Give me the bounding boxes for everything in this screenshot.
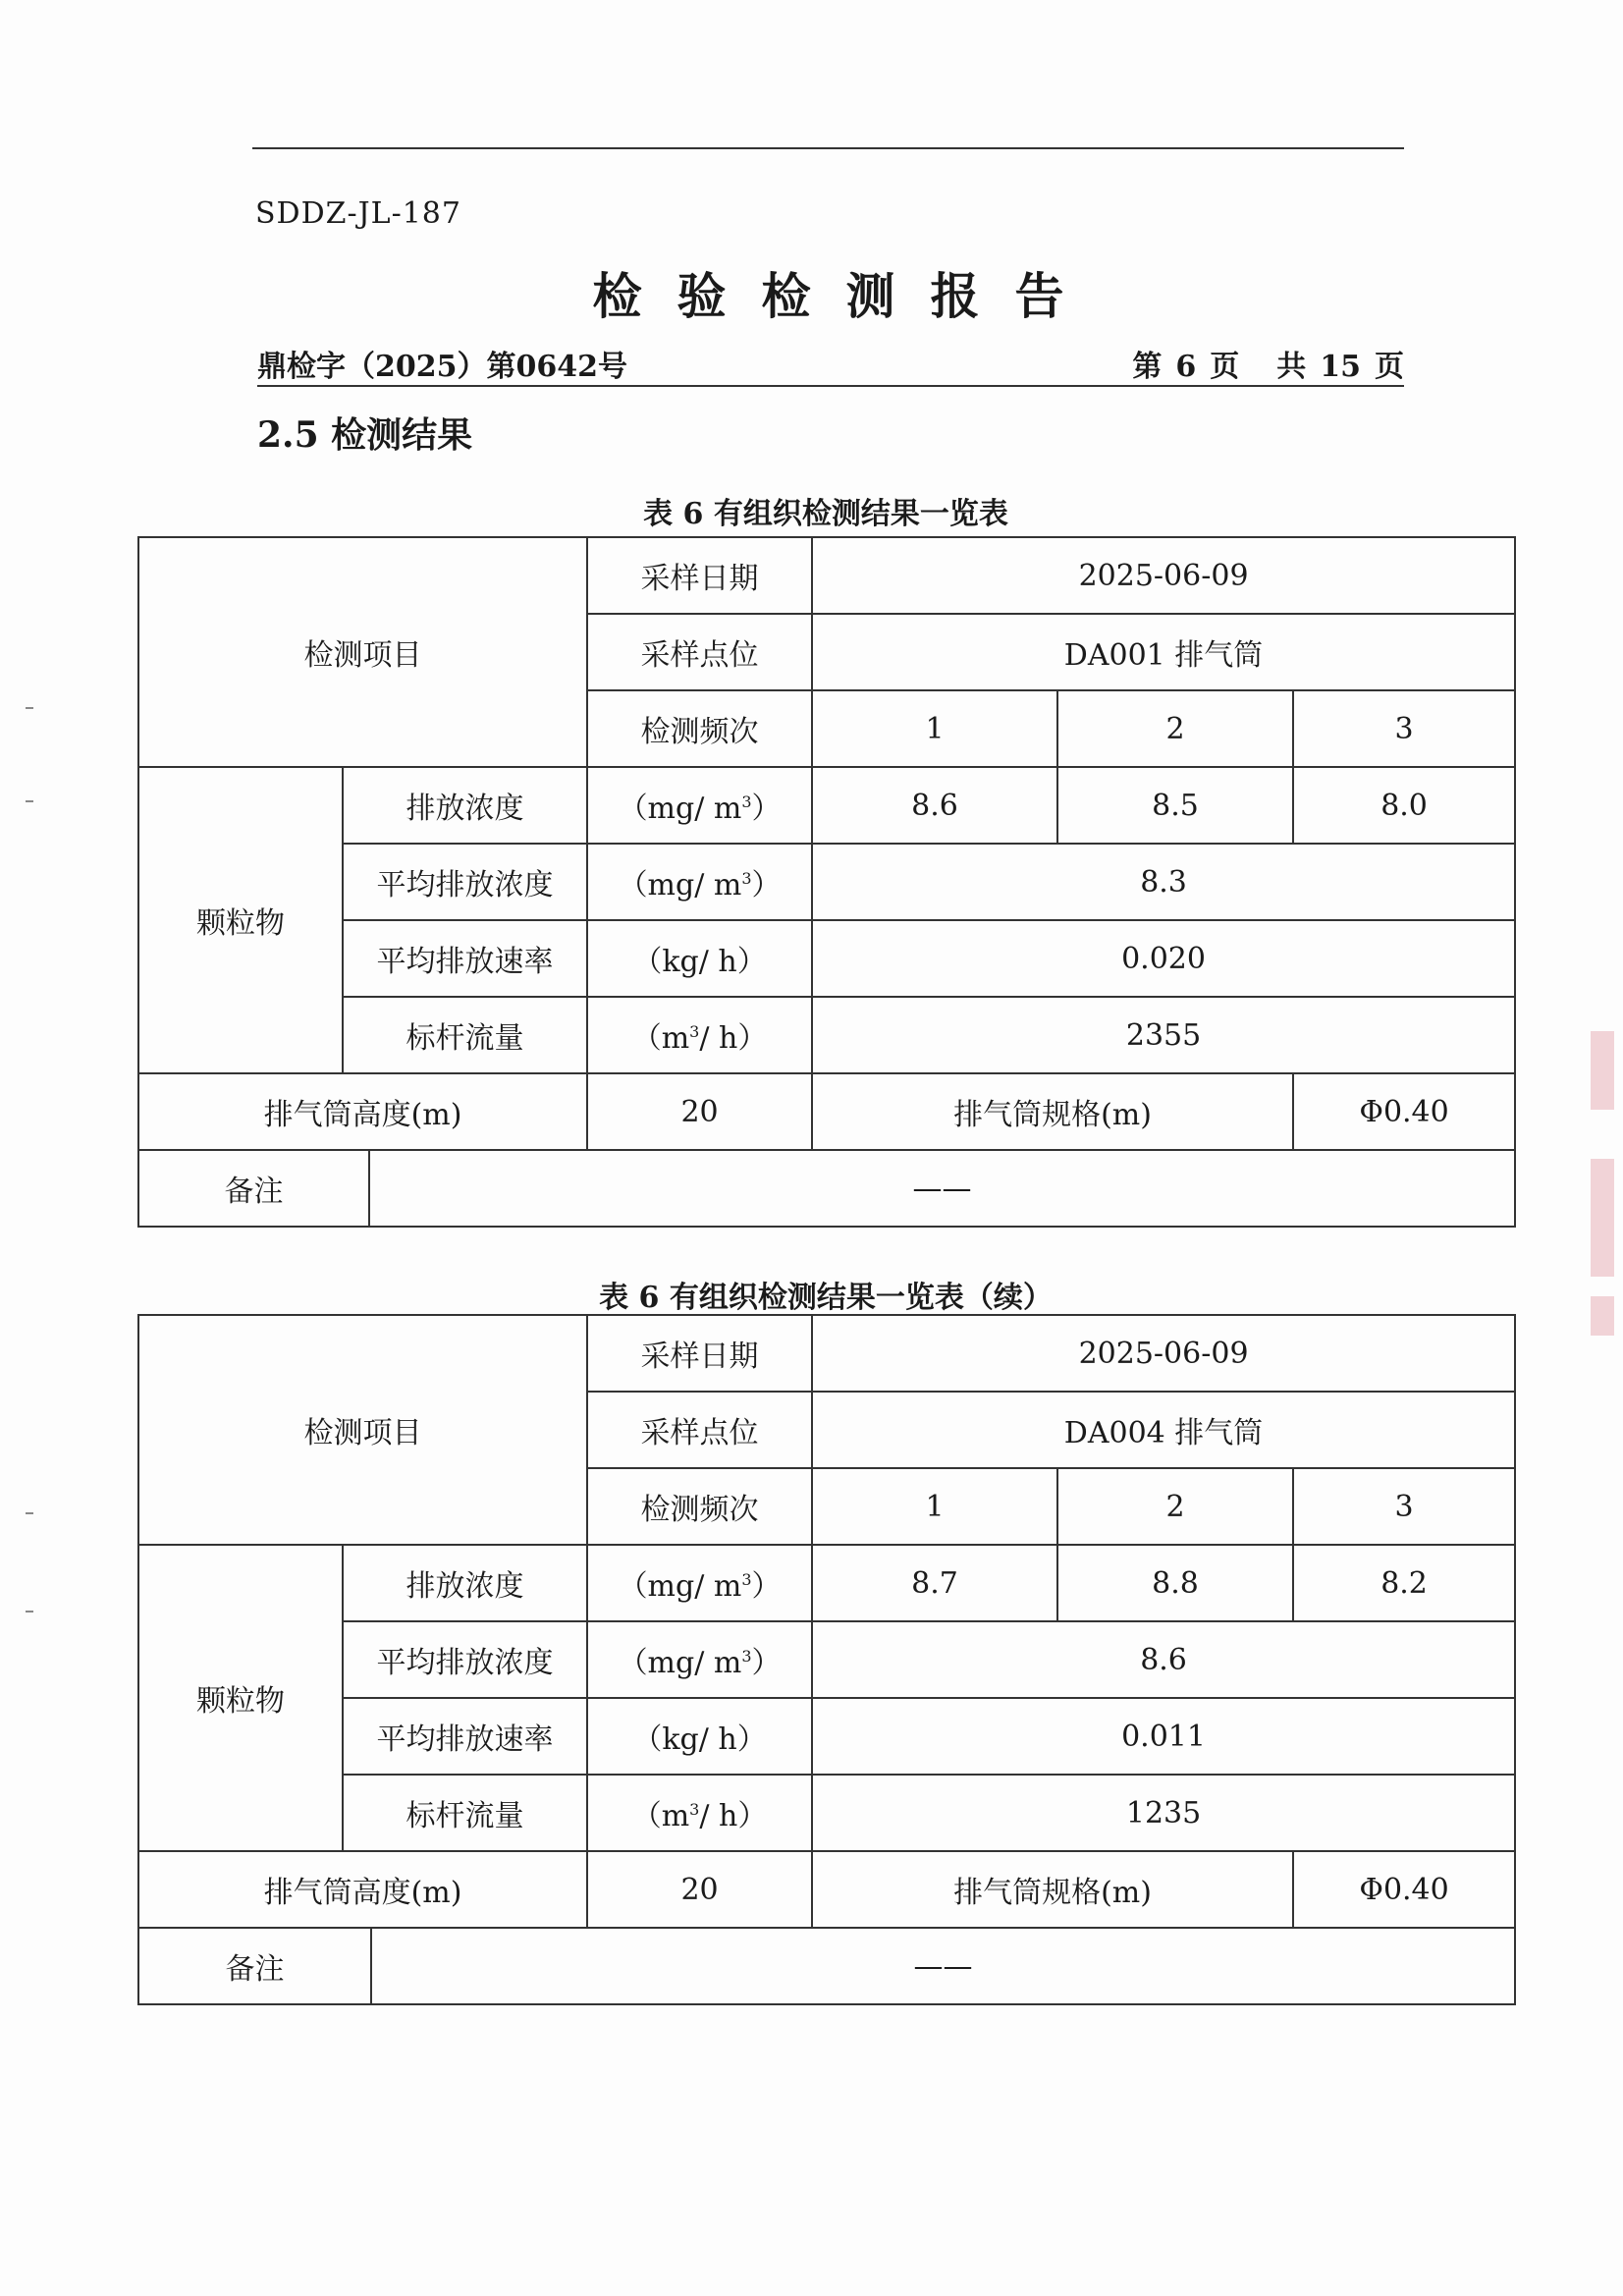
seal-fragment bbox=[1591, 1031, 1614, 1110]
freq-label: 检测频次 bbox=[587, 690, 812, 767]
flow-unit: （$m^3/$ h） bbox=[587, 997, 812, 1073]
freq-1: 1 bbox=[812, 690, 1057, 767]
date-label: 采样日期 bbox=[587, 537, 812, 614]
emission-value-3: 8.2 bbox=[1293, 1545, 1515, 1621]
avg-conc-label: 平均排放浓度 bbox=[343, 1621, 587, 1698]
emission-value-1: 8.7 bbox=[812, 1545, 1057, 1621]
flow-value: 1235 bbox=[812, 1775, 1515, 1851]
pollutant-name: 颗粒物 bbox=[138, 1545, 343, 1851]
date-value: 2025-06-09 bbox=[812, 537, 1515, 614]
remark-label: 备注 bbox=[138, 1150, 369, 1227]
seal-fragment bbox=[1591, 1296, 1614, 1336]
top-rule bbox=[252, 147, 1404, 149]
pollutant-name: 颗粒物 bbox=[138, 767, 343, 1073]
freq-1: 1 bbox=[812, 1468, 1057, 1545]
freq-2: 2 bbox=[1057, 1468, 1293, 1545]
spec-value: Φ0.40 bbox=[1293, 1851, 1515, 1928]
spec-label: 排气筒规格(m) bbox=[812, 1073, 1293, 1150]
table-row bbox=[138, 1315, 1515, 1392]
flow-unit: （$m^3/$ h） bbox=[587, 1775, 812, 1851]
avg-rate-value: 0.011 bbox=[812, 1698, 1515, 1775]
table-row bbox=[138, 1698, 1515, 1775]
freq-3: 3 bbox=[1293, 1468, 1515, 1545]
table-row bbox=[138, 1928, 1515, 2004]
report-title: 检验检测报告 bbox=[592, 267, 1100, 325]
seal-fragment bbox=[1591, 1159, 1614, 1277]
doc-code: SDDZ-JL-187 bbox=[255, 196, 461, 231]
emission-label: 排放浓度 bbox=[343, 1545, 587, 1621]
emission-value-1: 8.6 bbox=[812, 767, 1057, 844]
remark-value: —— bbox=[369, 1150, 1515, 1227]
avg-rate-label: 平均排放速率 bbox=[343, 1698, 587, 1775]
point-value: DA004 排气筒 bbox=[812, 1392, 1515, 1468]
emission-unit: （mg/ $m^3$） bbox=[587, 767, 812, 844]
reference-row bbox=[257, 342, 1404, 387]
date-value: 2025-06-09 bbox=[812, 1315, 1515, 1392]
table-1-caption: 表 6 有组织检测结果一览表 bbox=[643, 497, 1008, 531]
table-row bbox=[138, 1545, 1515, 1621]
page-current: 6 bbox=[1175, 350, 1197, 384]
height-label: 排气筒高度(m) bbox=[138, 1073, 587, 1150]
section-title: 2.5 检测结果 bbox=[257, 414, 473, 456]
page-total-suffix: 页 bbox=[1375, 350, 1404, 384]
margin-tick bbox=[26, 707, 33, 709]
flow-value: 2355 bbox=[812, 997, 1515, 1073]
emission-unit: （mg/ $m^3$） bbox=[587, 1545, 812, 1621]
emission-value-2: 8.5 bbox=[1057, 767, 1293, 844]
page-total-prefix: 共 bbox=[1276, 350, 1307, 384]
margin-tick bbox=[26, 1512, 33, 1514]
page-mid: 页 bbox=[1210, 350, 1240, 384]
table-row bbox=[138, 1621, 1515, 1698]
results-table-1 bbox=[137, 536, 1516, 1228]
remark-value: —— bbox=[371, 1928, 1515, 2004]
results-table-2 bbox=[137, 1314, 1516, 2005]
table-row bbox=[138, 1073, 1515, 1150]
avg-rate-unit: （kg/ h） bbox=[587, 1698, 812, 1775]
point-label: 采样点位 bbox=[587, 614, 812, 690]
avg-conc-unit: （mg/ $m^3$） bbox=[587, 844, 812, 920]
height-value: 20 bbox=[587, 1851, 812, 1928]
avg-conc-value: 8.3 bbox=[812, 844, 1515, 920]
freq-label: 检测频次 bbox=[587, 1468, 812, 1545]
item-header: 检测项目 bbox=[138, 1315, 587, 1545]
flow-label: 标杆流量 bbox=[343, 997, 587, 1073]
avg-conc-label: 平均排放浓度 bbox=[343, 844, 587, 920]
emission-value-2: 8.8 bbox=[1057, 1545, 1293, 1621]
flow-label: 标杆流量 bbox=[343, 1775, 587, 1851]
report-number: 鼎检字（2025）第0642号 bbox=[257, 350, 627, 384]
avg-conc-unit: （mg/ $m^3$） bbox=[587, 1621, 812, 1698]
margin-tick bbox=[26, 800, 33, 802]
avg-rate-unit: （kg/ h） bbox=[587, 920, 812, 997]
table-row bbox=[138, 920, 1515, 997]
avg-rate-value: 0.020 bbox=[812, 920, 1515, 997]
avg-conc-value: 8.6 bbox=[812, 1621, 1515, 1698]
freq-3: 3 bbox=[1293, 690, 1515, 767]
remark-label: 备注 bbox=[138, 1928, 371, 2004]
page-total: 15 bbox=[1320, 350, 1361, 384]
table-row bbox=[138, 997, 1515, 1073]
table-row bbox=[138, 1851, 1515, 1928]
avg-rate-label: 平均排放速率 bbox=[343, 920, 587, 997]
height-label: 排气筒高度(m) bbox=[138, 1851, 587, 1928]
table-row bbox=[138, 1775, 1515, 1851]
height-value: 20 bbox=[587, 1073, 812, 1150]
point-value: DA001 排气筒 bbox=[812, 614, 1515, 690]
date-label: 采样日期 bbox=[587, 1315, 812, 1392]
spec-value: Φ0.40 bbox=[1293, 1073, 1515, 1150]
emission-label: 排放浓度 bbox=[343, 767, 587, 844]
table-2-caption: 表 6 有组织检测结果一览表（续） bbox=[599, 1281, 1053, 1315]
emission-value-3: 8.0 bbox=[1293, 767, 1515, 844]
margin-tick bbox=[26, 1611, 33, 1613]
point-label: 采样点位 bbox=[587, 1392, 812, 1468]
table-row bbox=[138, 767, 1515, 844]
table-row bbox=[138, 1150, 1515, 1227]
table-row bbox=[138, 844, 1515, 920]
freq-2: 2 bbox=[1057, 690, 1293, 767]
page-prefix: 第 bbox=[1132, 350, 1163, 384]
page-indicator bbox=[1132, 342, 1404, 385]
table-row bbox=[138, 537, 1515, 614]
item-header: 检测项目 bbox=[138, 537, 587, 767]
spec-label: 排气筒规格(m) bbox=[812, 1851, 1293, 1928]
